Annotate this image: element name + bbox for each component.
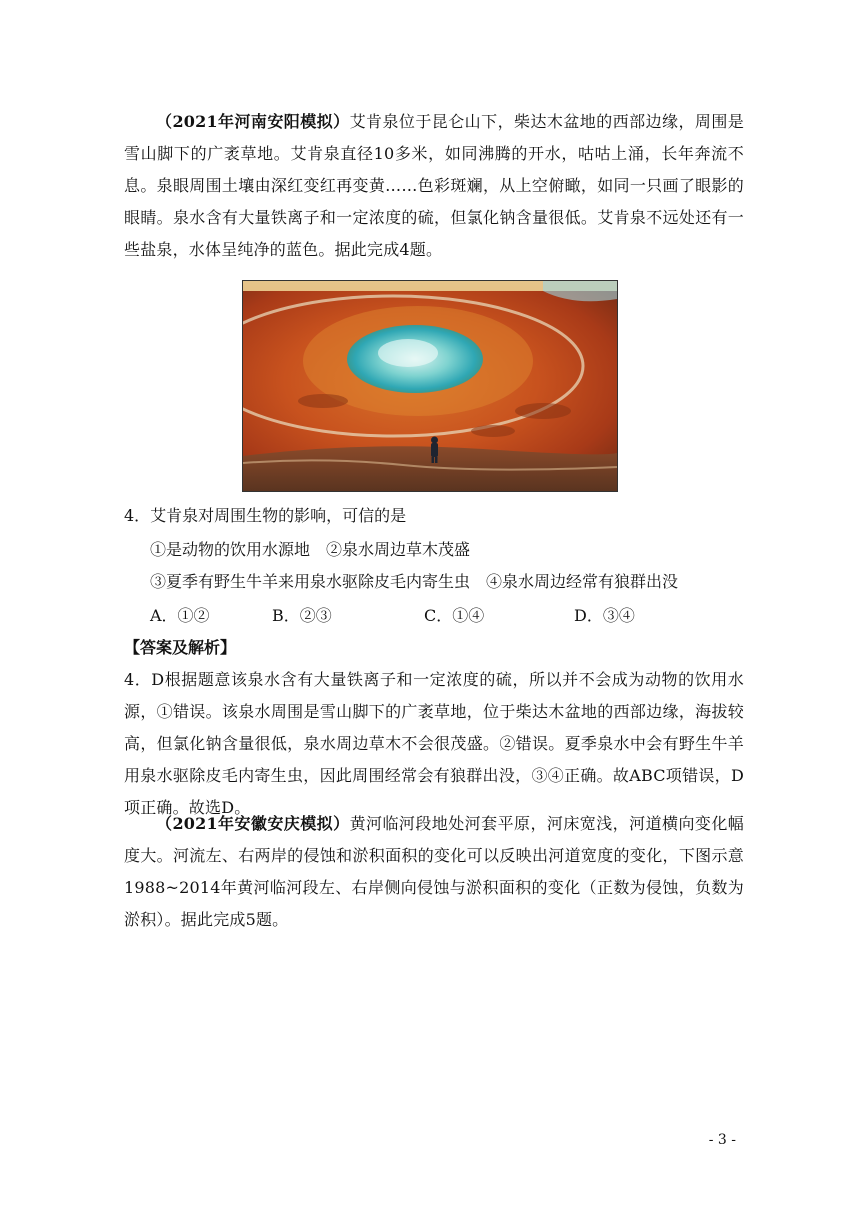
question-4-statements-1: ①是动物的饮用水源地 ②泉水周边草木茂盛 <box>150 540 471 559</box>
option-b: B．②③ <box>272 606 332 625</box>
source-tag-1: （2021年河南安阳模拟） <box>156 112 350 131</box>
option-a: A．①② <box>150 606 210 625</box>
hot-spring-photo <box>242 280 618 492</box>
answer-heading: 【答案及解析】 <box>124 638 237 657</box>
option-d: D．③④ <box>574 606 635 625</box>
page-number: - 3 - <box>708 1132 736 1148</box>
hot-spring-image <box>243 281 617 491</box>
answer-text: 4．D根据题意该泉水含有大量铁离子和一定浓度的硫，所以并不会成为动物的饮用水源，①错误。该泉水周围是雪山脚下的广袤草地，位于柴达木盆地的西部边缘，海拔较高，但氯化钠含量很低，泉水周边草木不会很茂盛。②错误。夏季泉水中会有野生牛羊用泉水驱除皮毛内寄生虫，因此周围经常会有狼群出没，③④正确。故ABC项错误，D项正确。故选D。 <box>124 670 744 817</box>
source-tag-2: （2021年安徽安庆模拟） <box>156 814 350 833</box>
intro-paragraph-1 <box>124 106 744 266</box>
option-c: C．①④ <box>424 606 485 625</box>
question-4-stem: 4．艾肯泉对周围生物的影响，可信的是 <box>124 506 407 525</box>
answer-paragraph <box>124 664 744 824</box>
intro-text-2: 黄河临河段地处河套平原，河床宽浅，河道横向变化幅度大。河流左、右两岸的侵蚀和淤积面积的变化可以反映出河道宽度的变化，下图示意1988~2014年黄河临河段左、右岸侧向侵蚀与淤积面积的变化（正数为侵蚀，负数为淤积）。据此完成5题。 <box>124 814 744 929</box>
question-4-statements-2: ③夏季有野生牛羊来用泉水驱除皮毛内寄生虫 ④泉水周边经常有狼群出没 <box>150 572 679 591</box>
intro-text-1: 艾肯泉位于昆仑山下，柴达木盆地的西部边缘，周围是雪山脚下的广袤草地。艾肯泉直径10多米，如同沸腾的开水，咕咕上涌，长年奔流不息。泉眼周围土壤由深红变红再变黄……色彩斑斓，从上空俯瞰，如同一只画了眼影的眼睛。泉水含有大量铁离子和一定浓度的硫，但氯化钠含量很低。艾肯泉不远处还有一些盐泉，水体呈纯净的蓝色。据此完成4题。 <box>124 112 744 259</box>
intro-paragraph-2 <box>124 808 744 936</box>
